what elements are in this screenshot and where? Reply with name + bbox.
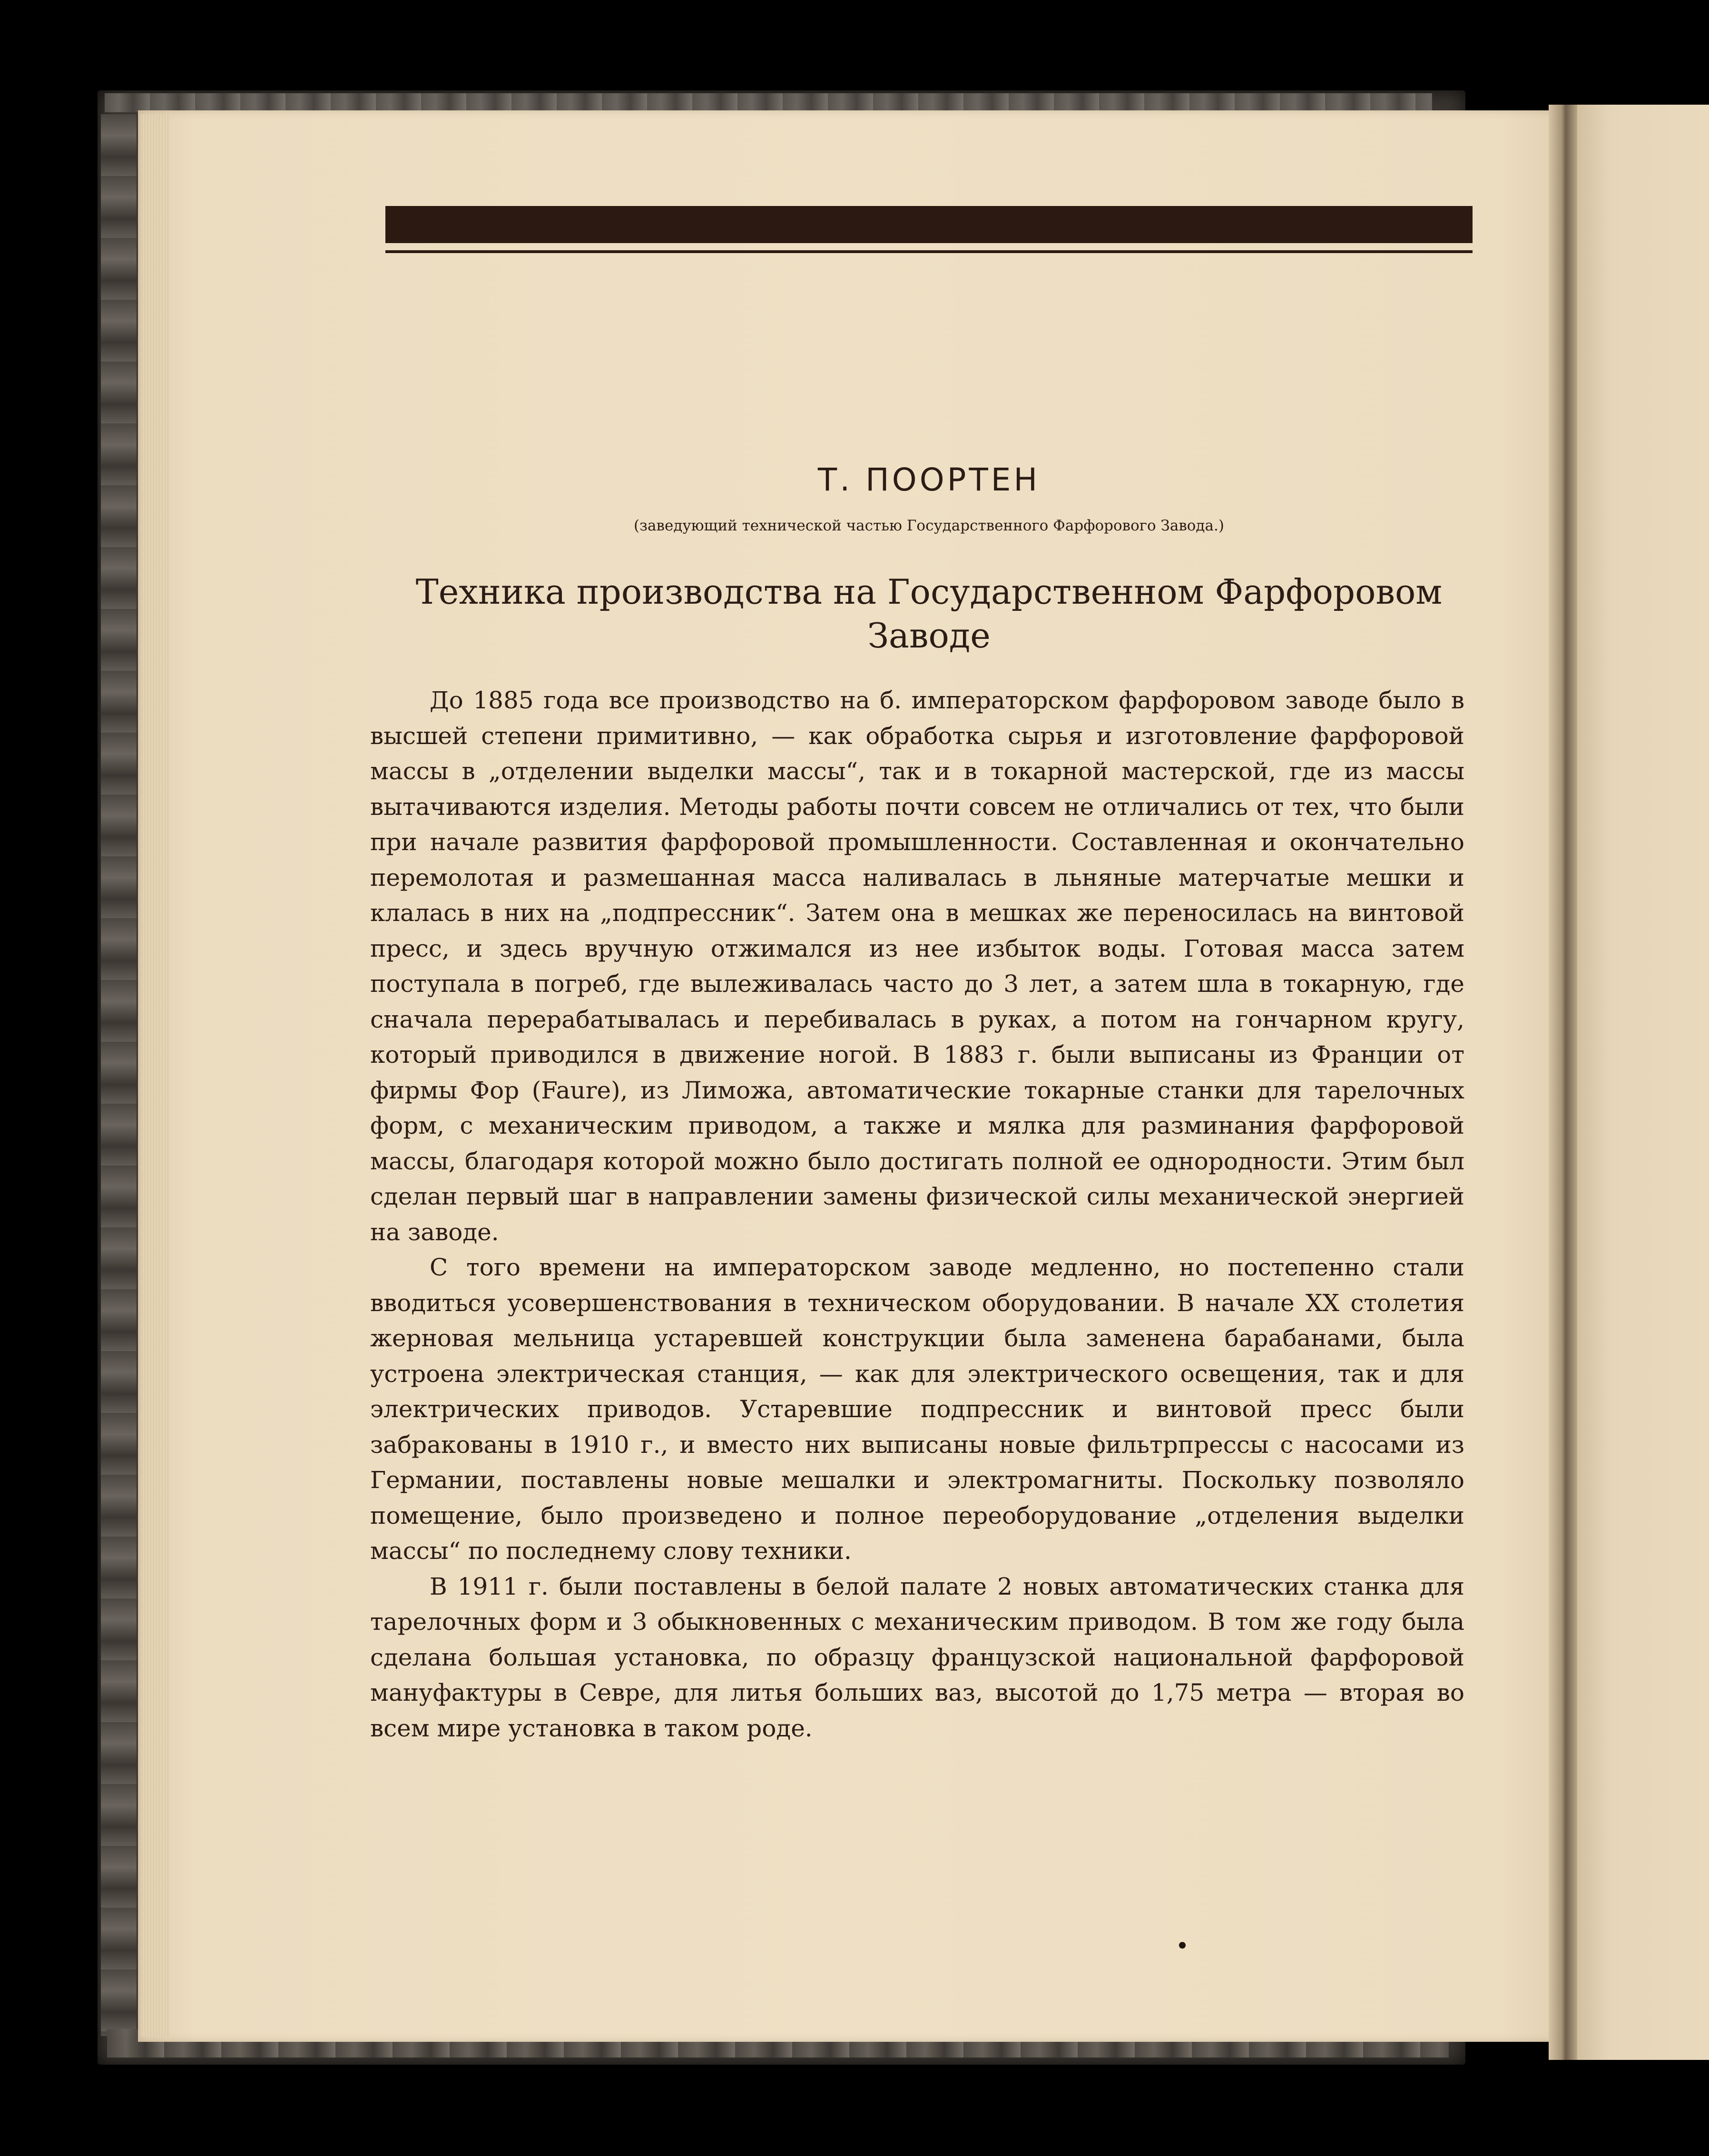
author-affiliation: (заведующий технической частью Государственного Фарфорового Завода.) — [634, 517, 1224, 534]
cover-top-edge — [105, 93, 1432, 112]
page-edges — [141, 114, 169, 2036]
facing-page — [1568, 105, 1709, 2060]
page-gutter — [1549, 105, 1577, 2060]
article-body — [370, 683, 1464, 1746]
cover-left-edge — [101, 114, 137, 2036]
paragraph-1: До 1885 года все производство на б. императорском фарфоровом заводе было в высшей степени примитивно, — как обработка сырья и изготовление фарфоровой массы в „отделении выделки массы“, так и в токарной мастерской, где из массы вытачиваются изделия. Методы работы почти совсем не отличались от тех, что были при начале развития фарфоровой промышленности. Составленная и окончательно перемолотая и размешанная масса наливалась в льняные матерчатые мешки и клалась в них на „подпрессник“. Затем она в мешках же переносилась на винтовой пресс, и здесь вручную отжимался из нее избыток воды. Готовая масса затем поступала в погреб, где вылеживалась часто до 3 лет, а затем шла в токарную, где сначала перерабатывалась и перебивалась в руках, а потом на гончарном кругу, который приводился в движение ногой. В 1883 г. были выписаны из Франции от фирмы Фор (Faure), из Лиможа, автоматические токарные станки для тарелочных форм, с механическим приводом, а также и мялка для разминания фарфоровой массы, благодаря которой можно было достигать полной ее однородности. Этим был сделан первый шаг в направлении замены физической силы механической энергией на заводе. — [370, 686, 1464, 1246]
paragraph-3: В 1911 г. были поставлены в белой палате 2 новых автоматических станка для тарелочных форм и 3 обыкновенных с механическим приводом. В том же году была сделана большая установка, по образцу французской национальной фарфоровой мануфактуры в Севре, для литья больших ваз, высотой до 1,75 метра — вторая во всем мире установка в таком роде. — [370, 1572, 1464, 1742]
author-name: Т. ПООРТЕН — [817, 461, 1041, 498]
paragraph-2: С того времени на императорском заводе медленно, но постепенно стали вводиться усовершенствования в техническом оборудовании. В начале XX столетия жерновая мельница устаревшей конструкции была заменена барабанами, была устроена электрическая станция, — как для электрического освещения, так и для электрических приводов. Устаревшие подпрессник и винтовой пресс были забракованы в 1910 г., и вместо них выписаны новые фильтрпрессы с насосами из Германии, поставлены новые мешалки и электромагниты. Поскольку позволяло помещение, было произведено и полное переоборудование „отделения выделки массы“ по последнему слову техники. — [370, 1254, 1464, 1565]
header-rule-thick — [385, 206, 1473, 243]
article-title: Техника производства на Государственном Фарфоровом Заводе — [415, 572, 1443, 656]
ink-spot — [1179, 1942, 1186, 1949]
header-rule-thin — [385, 250, 1473, 253]
